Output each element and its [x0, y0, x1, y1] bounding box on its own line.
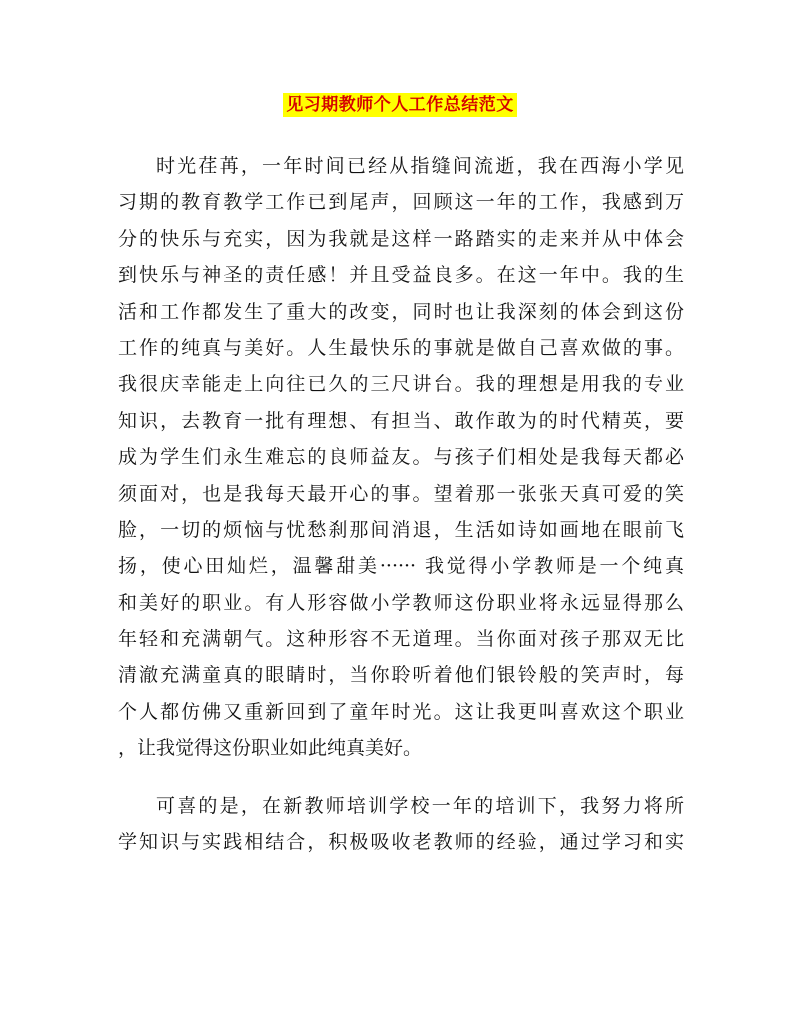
- paragraph-line: 和美好的职业。有人形容做小学教师这份职业将永远显得那么: [118, 591, 684, 614]
- paragraph-line: 脸，一切的烦恼与忧愁刹那间消退，生活如诗如画地在眼前飞: [118, 518, 684, 541]
- paragraph-line: 可喜的是，在新教师培训学校一年的培训下，我努力将所: [156, 794, 684, 817]
- paragraph-line: 时光荏苒，一年时间已经从指缝间流逝，我在西海小学见: [156, 155, 684, 177]
- paragraph-line: 我很庆幸能走上向往已久的三尺讲台。我的理想是用我的专业: [118, 373, 684, 396]
- paragraph-line: 须面对，也是我每天最开心的事。望着那一张张天真可爱的笑: [118, 482, 684, 505]
- paragraph-line: 扬，使心田灿烂，温馨甜美······ 我觉得小学教师是一个纯真: [118, 555, 684, 578]
- paragraph-line: 到快乐与神圣的责任感！并且受益良多。在这一年中。我的生: [118, 264, 684, 287]
- paragraph-line: ，让我觉得这份职业如此纯真美好。: [118, 737, 423, 760]
- paragraph-line: 活和工作都发生了重大的改变，同时也让我深刻的体会到这份: [118, 300, 684, 323]
- paragraph-line: 年轻和充满朝气。这种形容不无道理。当你面对孩子那双无比: [118, 628, 684, 651]
- paragraph-line: 个人都仿佛又重新回到了童年时光。这让我更叫喜欢这个职业: [118, 700, 684, 723]
- paragraph-line: 清澈充满童真的眼睛时，当你聆听着他们银铃般的笑声时，每: [118, 664, 684, 687]
- document-body: [118, 148, 684, 860]
- paragraph-line: 习期的教育教学工作已到尾声，回顾这一年的工作，我感到万: [118, 191, 684, 214]
- paragraph-spacer: [118, 767, 684, 788]
- paragraph-line: 学知识与实践相结合，积极吸收老教师的经验，通过学习和实: [118, 831, 684, 854]
- title-container: [0, 93, 800, 117]
- paragraph-line: 成为学生们永生难忘的良师益友。与孩子们相处是我每天都必: [118, 446, 684, 469]
- paragraph-line: 工作的纯真与美好。人生最快乐的事就是做自己喜欢做的事。: [118, 336, 684, 359]
- document-title: 见习期教师个人工作总结范文: [283, 93, 517, 117]
- paragraph-line: 分的快乐与充实，因为我就是这样一路踏实的走来并从中体会: [118, 227, 684, 250]
- paragraph-line: 知识，去教育一批有理想、有担当、敢作敢为的时代精英，要: [118, 409, 684, 432]
